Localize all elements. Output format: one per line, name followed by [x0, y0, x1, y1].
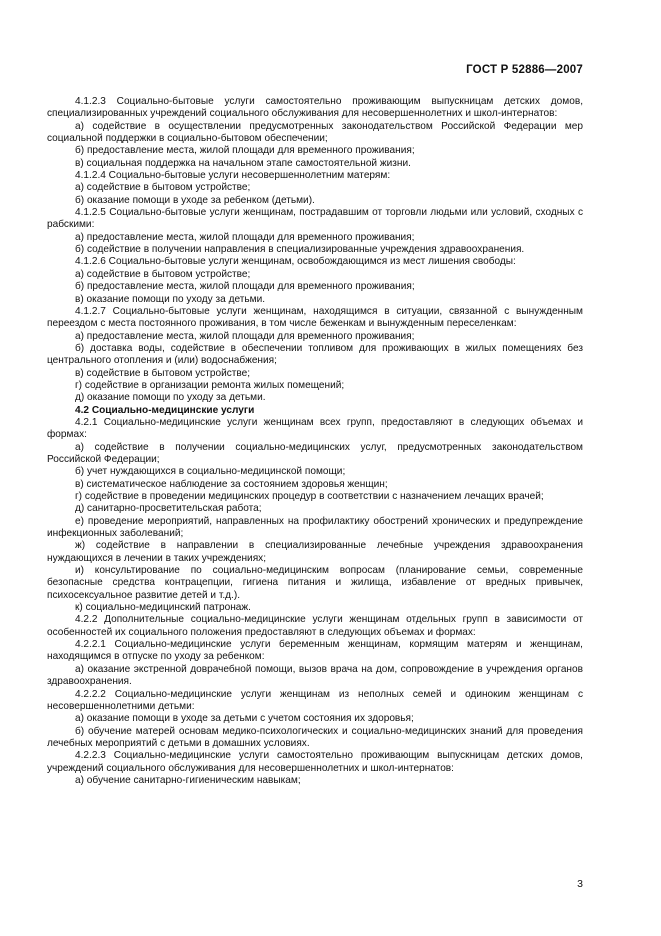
- paragraph: в) содействие в бытовом устройстве;: [75, 367, 251, 379]
- paragraph: а) предоставление места, жилой площади для временного проживания;: [75, 231, 415, 243]
- paragraph: а) обучение санитарно-гигиеническим навыкам;: [75, 774, 301, 786]
- document-body: [47, 96, 583, 787]
- paragraph: а) содействие в получении социально-медицинских услуг, предусмотренных законодательством Российской Федерации;: [47, 441, 583, 465]
- paragraph: 4.1.2.4 Социально-бытовые услуги несовершеннолетним матерям:: [75, 170, 391, 182]
- paragraph: в) социальная поддержка на начальном этапе самостоятельной жизни.: [75, 157, 411, 169]
- paragraph: 4.2.2.2 Социально-медицинские услуги женщинам из неполных семей и одиноким женщинам с несовершеннолетними детьми:: [47, 688, 583, 712]
- paragraph: д) оказание помощи по уходу за детьми.: [75, 392, 266, 404]
- paragraph: б) предоставление места, жилой площади для временного проживания;: [75, 145, 415, 157]
- paragraph: а) оказание экстренной доврачебной помощи, вызов врача на дом, сопровождение в учреждения органов здравоохранения.: [47, 663, 583, 688]
- paragraph: б) обучение матерей основам медико-психологических и социально-медицинских знаний для проведения лечебных мероприятий с детьми в домашних условиях.: [47, 725, 583, 749]
- paragraph: 4.1.2.7 Социально-бытовые услуги женщинам, находящимся в ситуации, связанной с вынужденным переездом с места постоянного проживания, в том числе беженкам и вынужденным переселенкам:: [47, 305, 583, 330]
- paragraph: а) содействие в бытовом устройстве;: [75, 182, 251, 194]
- paragraph: к) социально-медицинский патронаж.: [75, 602, 251, 614]
- paragraph: 4.1.2.5 Социально-бытовые услуги женщинам, пострадавшим от торговли людьми или условий, сходных с рабскими:: [47, 207, 583, 231]
- paragraph: 4.2.2.1 Социально-медицинские услуги беременным женщинам, кормящим матерям и женщинам, находящимся в отпуске по уходу за ребенком:: [47, 639, 583, 663]
- paragraph: 4.1.2.3 Социально-бытовые услуги самостоятельно проживающим выпускницам детских домов, специализированных учреждений социального обслуживания для несовершеннолетних и школ-интернатов:: [47, 96, 583, 120]
- paragraph: 4.2.2.3 Социально-медицинские услуги самостоятельно проживающим выпускницам детских домов, учреждений социального обслуживания для несовершеннолетних и школ-интернатов:: [47, 750, 583, 774]
- paragraph: г) содействие в проведении медицинских процедур в соответствии с назначением лечащих врачей;: [75, 491, 544, 502]
- paragraph: б) предоставление места, жилой площади для временного проживания;: [75, 281, 415, 293]
- paragraph: а) оказание помощи в уходе за детьми с учетом состояния их здоровья;: [75, 713, 414, 725]
- paragraph: 4.1.2.6 Социально-бытовые услуги женщинам, освобождающимся из мест лишения свободы:: [75, 256, 516, 268]
- paragraph: е) проведение мероприятий, направленных на профилактику обострений хронических и предупреждение инфекционных заболеваний;: [47, 515, 583, 540]
- paragraph: б) доставка воды, содействие в обеспечении топливом для проживающих в жилых помещениях без центрального отопления и (или) водоснабжения;: [47, 342, 583, 367]
- paragraph: д) санитарно-просветительская работа;: [75, 503, 262, 515]
- document-code: ГОСТ Р 52886—2007: [466, 64, 583, 76]
- paragraph: г) содействие в организации ремонта жилых помещений;: [75, 379, 345, 391]
- paragraph: а) содействие в бытовом устройстве;: [75, 268, 251, 280]
- paragraph: и) консультирование по социально-медицинским вопросам (планирование семьи, современные безопасные средства контрацепции, гигиена питания и жилища, избавление от вредных привычек, психосексуальное развитие детей и т.д.).: [47, 565, 583, 601]
- paragraph: б) оказание помощи в уходе за ребенком (детьми).: [75, 194, 315, 206]
- paragraph: а) предоставление места, жилой площади для временного проживания;: [75, 330, 415, 342]
- paragraph: в) систематическое наблюдение за состоянием здоровья женщин;: [75, 478, 388, 490]
- paragraph: б) учет нуждающихся в социально-медицинской помощи;: [75, 466, 346, 478]
- paragraph: 4.2.1 Социально-медицинские услуги женщинам всех групп, предоставляют в следующих объемах и формах:: [47, 416, 583, 441]
- paragraph: ж) содействие в направлении в специализированные лечебные учреждения здравоохранения нуждающихся в лечении в таких учреждениях;: [47, 540, 583, 564]
- paragraph: в) оказание помощи по уходу за детьми.: [75, 293, 266, 305]
- paragraph: б) содействие в получении направления в специализированные учреждения здравоохранения.: [75, 244, 525, 256]
- section-heading: 4.2 Социально-медицинские услуги: [75, 404, 255, 416]
- paragraph: а) содействие в осуществлении предусмотренных законодательством Российской Федерации мер социальной поддержки в социально-бытовом обеспечении;: [47, 120, 583, 145]
- page-number: 3: [577, 878, 583, 890]
- paragraph: 4.2.2 Дополнительные социально-медицинские услуги женщинам отдельных групп в зависимости от особенностей их социального положения предоставляют в следующих объемах и формах:: [47, 614, 583, 638]
